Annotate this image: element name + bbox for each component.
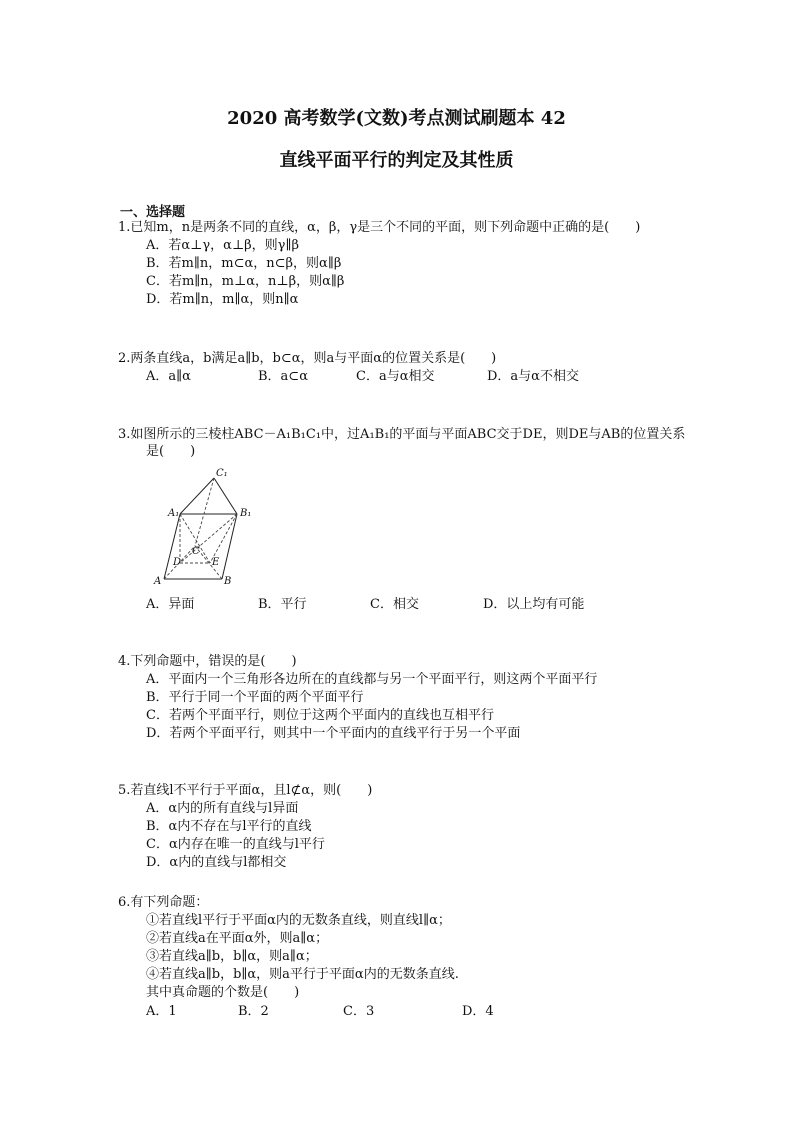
q2-option-c: C．a与α相交 (356, 369, 435, 384)
q4-stem: 4.下列命题中，错误的是( ) (118, 654, 297, 669)
q2-option-b: B．a⊂α (258, 369, 308, 384)
q3-option-d: D．以上均有可能 (483, 597, 585, 612)
q5-option-b: B．α内不存在与l平行的直线 (146, 819, 312, 834)
page-title: 2020 高考数学(文数)考点测试刷题本 42 (227, 108, 566, 129)
q6-item-4: ④若直线a∥b，b∥α，则a平行于平面α内的无数条直线. (146, 967, 459, 982)
q2-option-a: A．a∥α (146, 369, 191, 384)
label-b: B (224, 576, 232, 587)
segment-b1d (180, 514, 237, 563)
q4-option-d: D．若两个平面平行，则其中一个平面内的直线平行于另一个平面 (146, 726, 521, 741)
q2-option-d: D．a与α不相交 (487, 369, 579, 384)
label-e: E (212, 557, 220, 568)
q6-option-d: D．4 (462, 1004, 494, 1019)
q6-options (0, 1004, 793, 1020)
q5-option-d: D．α内的直线与l都相交 (146, 855, 287, 870)
page-subtitle: 直线平面平行的判定及其性质 (279, 150, 514, 171)
q1-option-c: C．若m∥n，m⊥α，n⊥β，则α∥β (146, 274, 345, 289)
label-a1: A₁ (168, 508, 180, 519)
q6-stem: 6.有下列命题： (118, 895, 209, 910)
q2-stem: 2.两条直线a，b满足a∥b，b⊂α，则a与平面α的位置关系是( ) (118, 351, 497, 366)
q1-stem: 1.已知m，n是两条不同的直线，α，β，γ是三个不同的平面，则下列命题中正确的是( ) (118, 220, 641, 235)
q2-options (0, 369, 793, 385)
q6-option-c: C．3 (343, 1004, 375, 1019)
segment-b1e (210, 514, 237, 563)
q3-options (0, 597, 793, 613)
q6-question: 其中真命题的个数是( ) (146, 985, 300, 1000)
edge-a1a (164, 514, 180, 579)
label-b1: B₁ (240, 508, 252, 519)
q3-option-a: A．异面 (146, 597, 195, 612)
q5-option-a: A．α内的所有直线与l异面 (146, 801, 299, 816)
q6-option-a: A．1 (146, 1004, 177, 1019)
label-c: C (192, 546, 200, 557)
edge-b1b (222, 514, 237, 579)
section-heading: 一、选择题 (120, 205, 186, 220)
q4-option-a: A．平面内一个三角形各边所在的直线都与另一个平面平行，则这两个平面平行 (146, 672, 598, 687)
label-c1: C₁ (216, 468, 228, 479)
edge-c1b1 (214, 478, 237, 514)
q1-option-d: D．若m∥n，m∥α，则n∥α (146, 292, 299, 307)
label-d: D (173, 557, 182, 568)
q5-option-c: C．α内存在唯一的直线与l平行 (146, 837, 325, 852)
prism-figure (150, 466, 265, 590)
edge-a1c1 (180, 478, 214, 514)
q4-option-c: C．若两个平面平行，则位于这两个平面内的直线也互相平行 (146, 708, 494, 723)
q6-item-2: ②若直线a在平面α外，则a∥α； (146, 931, 329, 946)
q1-option-b: B．若m∥n，m⊂α，n⊂β，则α∥β (146, 256, 342, 271)
q1-option-a: A．若α⊥γ，α⊥β，则γ∥β (146, 238, 299, 253)
q6-item-1: ①若直线l平行于平面α内的无数条直线，则直线l∥α； (146, 913, 451, 928)
q5-stem: 5.若直线l不平行于平面α，且l⊄α，则( ) (118, 783, 373, 798)
label-a: A (154, 576, 162, 587)
q3-option-c: C．相交 (370, 597, 419, 612)
q3-stem: 3.如图所示的三棱柱ABC－A₁B₁C₁中，过A₁B₁的平面与平面ABC交于DE，则DE与AB的位置关系 (118, 427, 686, 442)
q6-option-b: B．2 (238, 1004, 269, 1019)
q4-option-b: B．平行于同一个平面的两个平面平行 (146, 690, 364, 705)
q6-item-3: ③若直线a∥b，b∥α，则a∥α； (146, 949, 318, 964)
q3-stem-continued: 是( ) (146, 444, 196, 459)
q3-option-b: B．平行 (258, 597, 307, 612)
